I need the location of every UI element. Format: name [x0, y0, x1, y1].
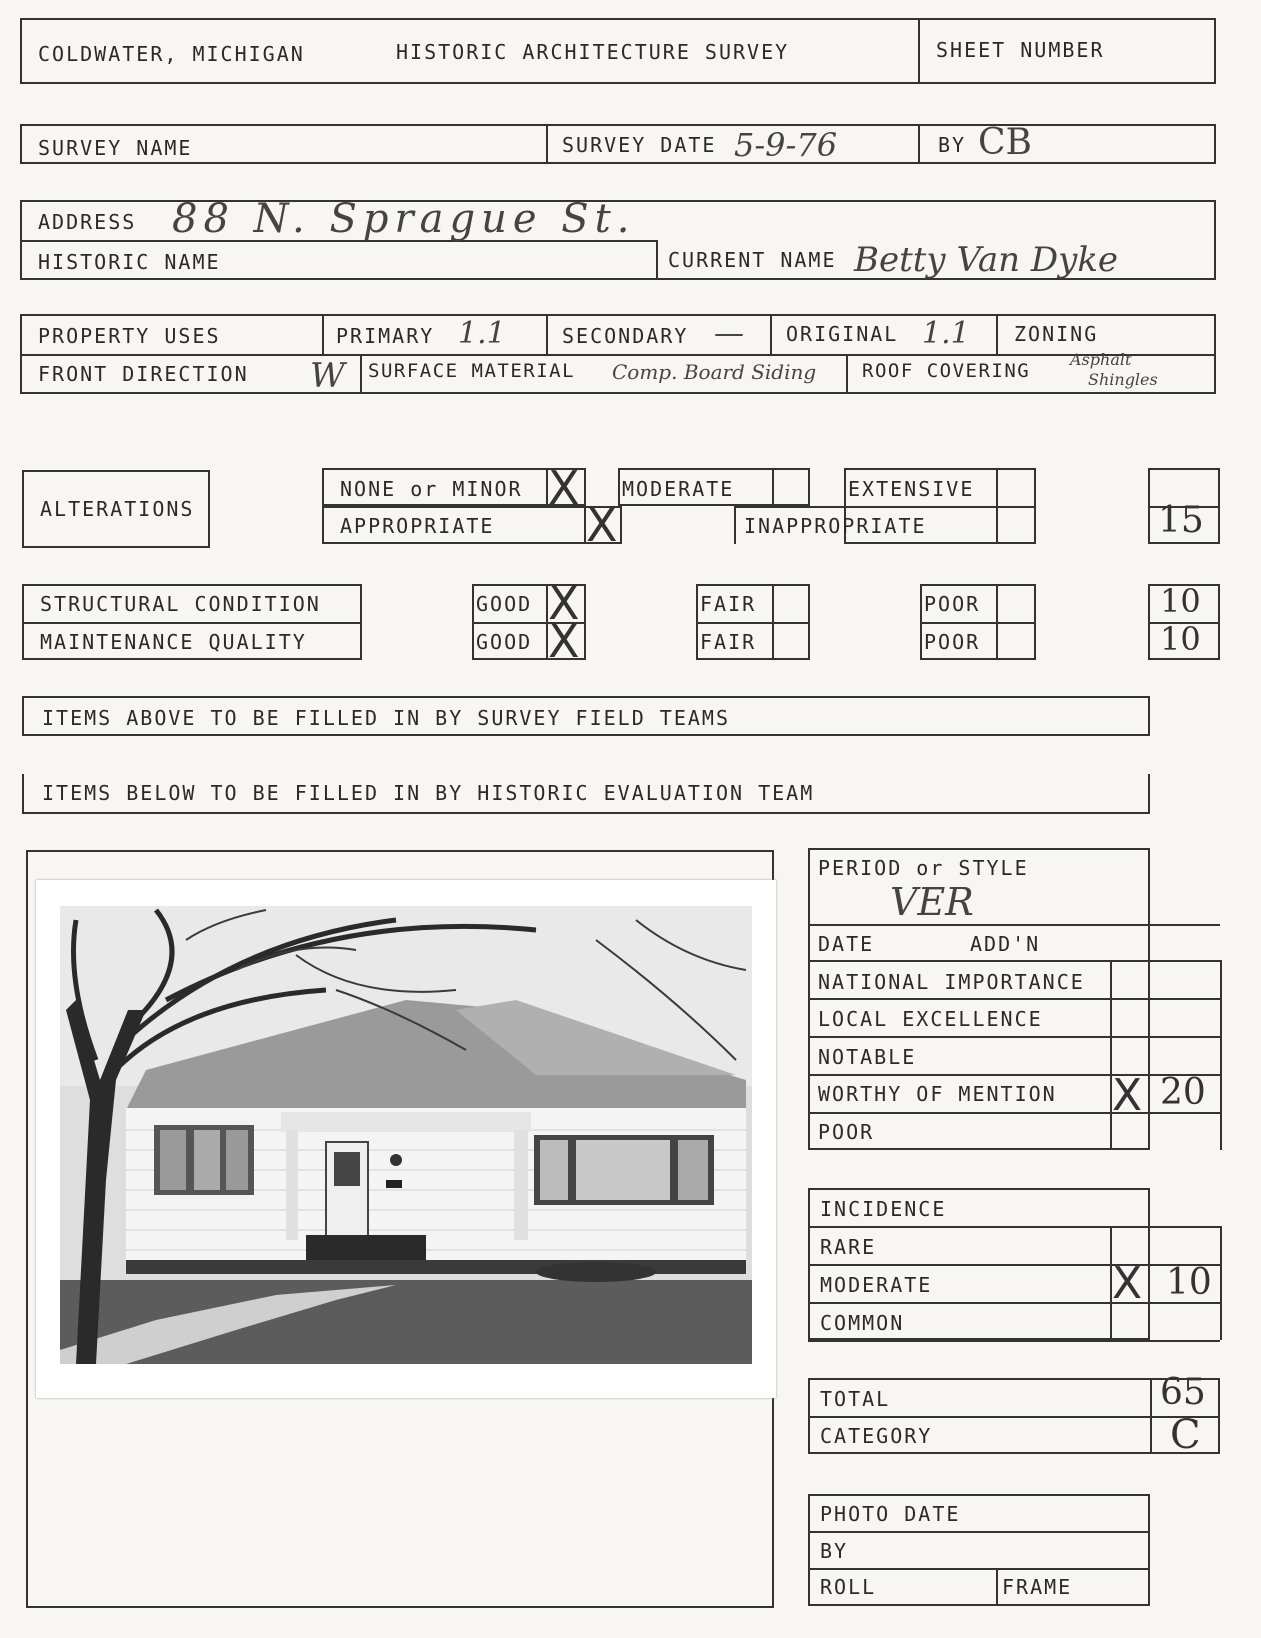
current-name-label: CURRENT NAME: [668, 248, 837, 272]
structural-good-x-mark: X: [548, 576, 580, 630]
none-minor-label: NONE or MINOR: [340, 477, 523, 501]
structural-good-label: GOOD: [476, 592, 533, 616]
photo-date-label: PHOTO DATE: [820, 1502, 961, 1526]
worthy-score: 20: [1160, 1072, 1206, 1113]
incidence-x-mark: X: [1112, 1258, 1143, 1309]
by-label: BY: [938, 133, 967, 157]
extensive-label: EXTENSIVE: [848, 477, 975, 501]
category-label: CATEGORY: [820, 1424, 933, 1448]
total-label: TOTAL: [820, 1387, 891, 1411]
inappropriate-label: INAPPROPRIATE: [744, 514, 927, 538]
surface-material-label: SURFACE MATERIAL: [368, 360, 576, 382]
property-uses-label: PROPERTY USES: [38, 324, 221, 348]
none-minor-x-mark: X: [548, 461, 580, 515]
historic-name-label: HISTORIC NAME: [38, 250, 221, 274]
maintenance-quality-label: MAINTENANCE QUALITY: [40, 630, 307, 654]
survey-date-value: 5-9-76: [734, 126, 838, 164]
date-label: DATE: [818, 932, 875, 956]
incidence-label: INCIDENCE: [820, 1197, 947, 1221]
roll-label: ROLL: [820, 1575, 877, 1599]
zoning-label: ZONING: [1014, 322, 1099, 346]
local-excellence-label: LOCAL EXCELLENCE: [818, 1007, 1043, 1031]
maintenance-good-label: GOOD: [476, 630, 533, 654]
evaluation-poor-label: POOR: [818, 1120, 875, 1144]
alterations-score: 15: [1158, 500, 1204, 541]
maintenance-good-x-mark: X: [548, 614, 580, 668]
alterations-label: ALTERATIONS: [40, 497, 195, 521]
photo-by-label: BY: [820, 1539, 849, 1563]
notable-label: NOTABLE: [818, 1045, 917, 1069]
survey-date-label: SURVEY DATE: [562, 133, 717, 157]
structural-score: 10: [1160, 582, 1201, 620]
structural-poor-label: POOR: [924, 592, 981, 616]
roof-covering-label: ROOF COVERING: [862, 360, 1031, 382]
roof-covering-value-2: Shingles: [1088, 370, 1158, 389]
maintenance-score: 10: [1160, 620, 1201, 658]
items-above-note: ITEMS ABOVE TO BE FILLED IN BY SURVEY FIELD TEAMS: [42, 706, 731, 730]
location-label: COLDWATER, MICHIGAN: [38, 42, 305, 66]
secondary-label: SECONDARY: [562, 324, 689, 348]
front-direction-label: FRONT DIRECTION: [38, 362, 249, 386]
worthy-x-mark: X: [1112, 1070, 1143, 1121]
rare-label: RARE: [820, 1235, 877, 1259]
maintenance-poor-label: POOR: [924, 630, 981, 654]
secondary-value: —: [714, 316, 744, 351]
house-photograph: [36, 880, 776, 1398]
survey-title: HISTORIC ARCHITECTURE SURVEY: [396, 40, 790, 64]
incidence-moderate-label: MODERATE: [820, 1273, 933, 1297]
original-label: ORIGINAL: [786, 322, 899, 346]
roof-covering-value-1: Asphalt: [1070, 350, 1132, 369]
total-value: 65: [1160, 1372, 1206, 1413]
sheet-number-label: SHEET NUMBER: [936, 38, 1105, 62]
surface-material-value: Comp. Board Siding: [612, 360, 817, 384]
survey-name-label: SURVEY NAME: [38, 136, 193, 160]
common-label: COMMON: [820, 1311, 905, 1335]
current-name-value: Betty Van Dyke: [854, 240, 1119, 280]
original-value: 1.1: [922, 316, 970, 351]
moderate-label: MODERATE: [622, 477, 735, 501]
category-value: C: [1170, 1412, 1201, 1458]
by-value: CB: [978, 122, 1032, 163]
address-label: ADDRESS: [38, 210, 137, 234]
primary-value: 1.1: [458, 316, 506, 351]
incidence-score: 10: [1166, 1262, 1212, 1303]
period-style-label: PERIOD or STYLE: [818, 856, 1029, 880]
primary-label: PRIMARY: [336, 324, 435, 348]
national-importance-label: NATIONAL IMPORTANCE: [818, 970, 1085, 994]
structural-condition-label: STRUCTURAL CONDITION: [40, 592, 321, 616]
front-direction-value: W: [310, 356, 345, 396]
frame-label: FRAME: [1002, 1575, 1073, 1599]
structural-fair-label: FAIR: [700, 592, 757, 616]
items-below-note: ITEMS BELOW TO BE FILLED IN BY HISTORIC EVALUATION TEAM: [42, 781, 815, 805]
appropriate-label: APPROPRIATE: [340, 514, 495, 538]
period-style-value: VER: [890, 880, 974, 924]
address-value: 88 N. Sprague St.: [172, 196, 636, 242]
house-photo-image: [36, 880, 776, 1398]
addn-label: ADD'N: [970, 932, 1041, 956]
maintenance-fair-label: FAIR: [700, 630, 757, 654]
worthy-of-mention-label: WORTHY OF MENTION: [818, 1082, 1057, 1106]
appropriate-x-mark: X: [586, 498, 618, 552]
